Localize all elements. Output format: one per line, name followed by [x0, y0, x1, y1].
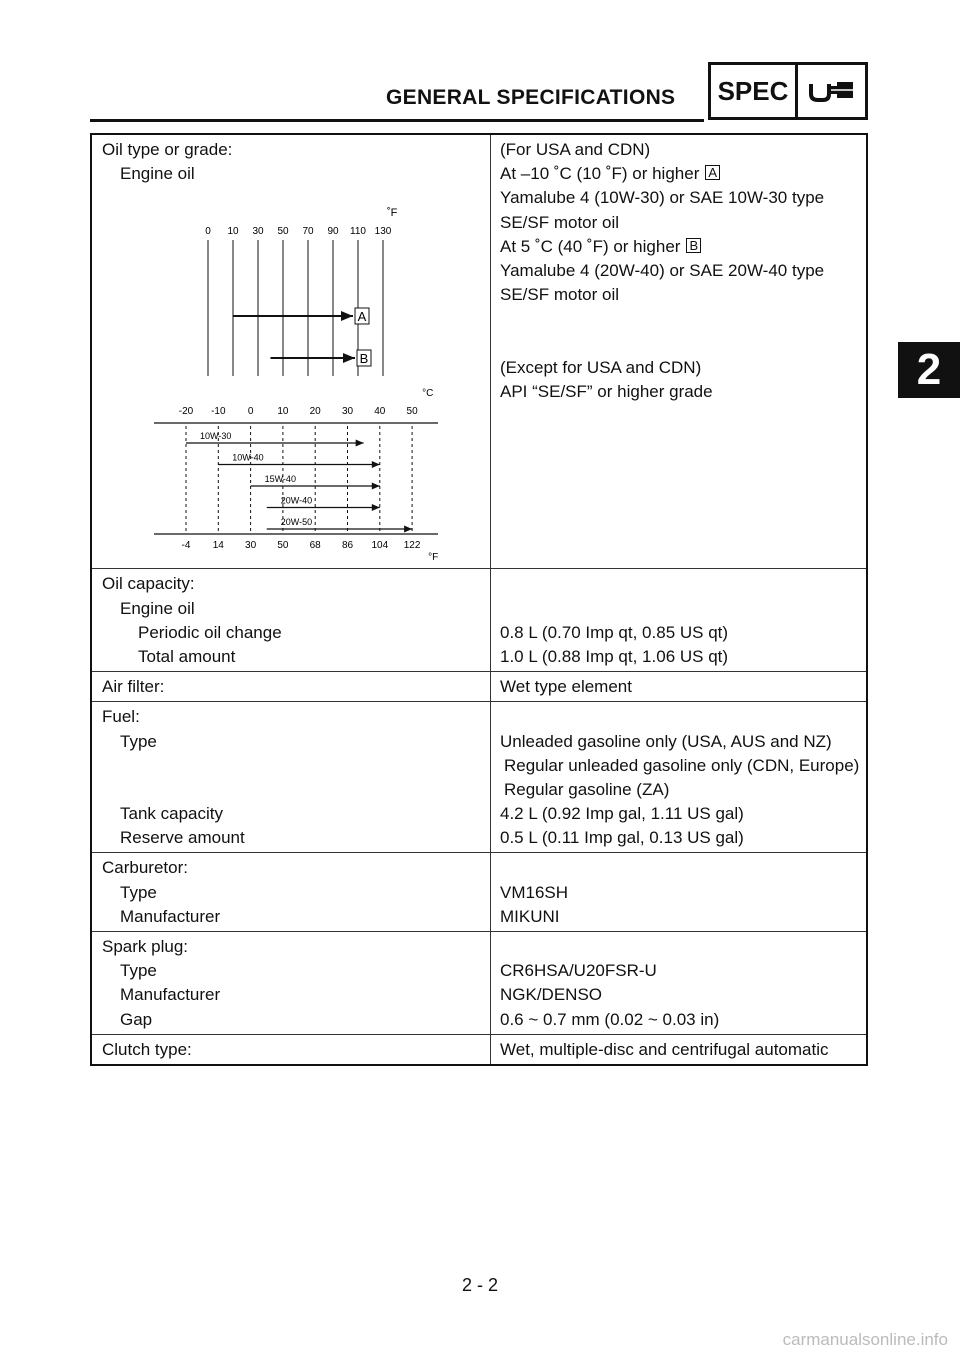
chart2-series-label: 20W-50: [280, 517, 313, 528]
plug-type-label: Type: [120, 961, 157, 981]
chart2-bottom-tick: 104: [371, 540, 389, 552]
oil-note-usa: (For USA and CDN): [500, 140, 651, 159]
row-carburetor: [91, 853, 867, 932]
chart1-top-tick: 0: [205, 226, 211, 238]
row-fuel: [91, 702, 867, 853]
wrench-icon: [798, 65, 865, 117]
chart1-top-tick: 10: [227, 226, 239, 238]
row-air-filter: [91, 672, 867, 702]
oil-viscosity-chart: [102, 376, 490, 566]
carb-type-value: VM16SH: [500, 882, 569, 902]
chart2-bottom-tick: 68: [309, 540, 321, 552]
chart2-bottom-tick: 30: [245, 540, 257, 552]
carb-mfr-label: Manufacturer: [120, 906, 221, 926]
air-filter-label: Air filter:: [102, 677, 165, 697]
chart2-top-tick: 20: [309, 406, 321, 418]
periodic-label: Periodic oil change: [138, 622, 282, 642]
chart1-arrowhead-A: [341, 311, 353, 321]
engine-oil-label: Engine oil: [120, 164, 195, 184]
chart2-top-tick: 30: [341, 406, 354, 418]
chart2-series-label: 20W-40: [280, 495, 313, 506]
chart2-top-unit: °C: [422, 388, 434, 400]
oil-note-except: (Except for USA and CDN): [500, 357, 702, 377]
chart2-arrowhead: [404, 526, 412, 533]
oil-grade-heading: Oil type or grade:: [102, 140, 233, 159]
chart1-top-tick: 90: [327, 226, 339, 238]
oil-note-temp-b: At 5 ˚C (40 ˚F) or higher B: [500, 235, 866, 259]
oil-note-api: API “SE/SF” or higher grade: [500, 381, 713, 401]
plug-type-value: CR6HSA/U20FSR-U: [500, 961, 657, 981]
spec-label: SPEC: [711, 65, 798, 117]
clutch-label: Clutch type:: [102, 1039, 192, 1059]
chart2-top-tick: 40: [374, 406, 386, 418]
oil-note-se-sf-a: SE/SF motor oil: [500, 212, 620, 232]
reserve-label: Reserve amount: [120, 828, 245, 848]
chart1-top-tick: 70: [302, 226, 314, 238]
oil-note-se-sf-b: SE/SF motor oil: [500, 285, 620, 305]
header-rule: [90, 119, 704, 122]
chart1-top-tick: 50: [277, 226, 289, 238]
chart2-top-tick: 0: [247, 406, 254, 418]
chart2-series-label: 10W-40: [232, 452, 264, 463]
chart2-bottom-tick: 122: [403, 540, 421, 552]
total-value: 1.0 L (0.88 Imp qt, 1.06 US qt): [500, 646, 729, 666]
spark-plug-heading: Spark plug:: [102, 937, 188, 956]
fuel-type-label: Type: [120, 731, 157, 751]
chart2-bottom-tick: 14: [212, 540, 224, 552]
marker-b: B: [686, 238, 701, 253]
chart2-arrowhead: [372, 461, 380, 468]
chart2-bottom-unit: °F: [428, 552, 439, 564]
page-number: 2 - 2: [461, 1275, 499, 1295]
chart2-top-tick: -10: [211, 406, 226, 418]
tank-value: 4.2 L (0.92 Imp gal, 1.11 US gal): [500, 804, 744, 824]
plug-mfr-label: Manufacturer: [120, 985, 221, 1005]
oil-note-grade-b: Yamalube 4 (20W-40) or SAE 20W-40 type: [500, 260, 825, 280]
chart2-bottom-tick: 50: [277, 540, 289, 552]
chart2-series-label: 10W-30: [200, 431, 232, 442]
plug-mfr-value: NGK/DENSO: [500, 985, 603, 1005]
capacity-heading: Oil capacity:: [102, 574, 195, 594]
spec-badge: [708, 62, 868, 120]
row-oil-capacity: [91, 569, 867, 672]
chart1-arrowhead-B: [343, 353, 355, 363]
chart2-top-tick: -20: [178, 406, 194, 418]
fuel-type-value-za: Regular gasoline (ZA): [504, 779, 670, 799]
fuel-heading: Fuel:: [102, 707, 140, 727]
chart2-bottom-tick: -4: [181, 540, 191, 552]
chart2-arrowhead: [356, 440, 364, 447]
chart2-arrowhead: [372, 483, 380, 490]
capacity-engine-oil: Engine oil: [120, 598, 195, 618]
spec-table: [90, 133, 868, 1066]
oil-note-temp-a: At –10 ˚C (10 ˚F) or higher A: [500, 162, 866, 186]
fuel-type-value-usa: Unleaded gasoline only (USA, AUS and NZ): [500, 731, 832, 751]
chart1-top-tick: 110: [350, 226, 366, 238]
chart1-top-tick: 130: [374, 226, 392, 238]
watermark: carmanualsonline.info: [782, 1330, 948, 1349]
oil-charts: [102, 186, 490, 566]
page-header-title: GENERAL SPECIFICATIONS: [386, 86, 676, 109]
chart2-top-tick: 50: [406, 406, 418, 418]
periodic-value: 0.8 L (0.70 Imp qt, 0.85 US qt): [500, 622, 729, 642]
total-label: Total amount: [138, 646, 236, 666]
carburetor-heading: Carburetor:: [102, 858, 188, 878]
row-spark-plug: [91, 932, 867, 1035]
carb-mfr-value: MIKUNI: [500, 906, 560, 926]
oil-note-grade-a: Yamalube 4 (10W-30) or SAE 10W-30 type: [500, 188, 825, 208]
fuel-type-value-cdn: Regular unleaded gasoline only (CDN, Europe): [504, 755, 860, 775]
chapter-tab: 2: [898, 342, 960, 398]
clutch-value: Wet, multiple-disc and centrifugal automatic: [500, 1039, 829, 1059]
air-filter-value: Wet type element: [500, 677, 632, 697]
chart1-label-A: A: [357, 309, 367, 325]
chart2-bottom-tick: 86: [341, 540, 354, 552]
chart1-top-unit: ˚F: [387, 207, 398, 220]
row-oil-grade: [91, 134, 867, 569]
marker-a: A: [705, 165, 720, 180]
row-clutch: [91, 1034, 867, 1065]
carb-type-label: Type: [120, 882, 157, 902]
chart2-top-tick: 10: [277, 406, 289, 418]
chart2-series-label: 15W-40: [264, 474, 296, 485]
plug-gap-label: Gap: [120, 1009, 153, 1029]
oil-temp-chart-usa: [102, 186, 490, 376]
chart1-top-tick: 30: [252, 226, 264, 238]
chart1-label-B: B: [359, 351, 369, 367]
reserve-value: 0.5 L (0.11 Imp gal, 0.13 US gal): [500, 828, 744, 848]
chart2-arrowhead: [372, 504, 380, 511]
tank-label: Tank capacity: [120, 804, 223, 824]
plug-gap-value: 0.6 ~ 0.7 mm (0.02 ~ 0.03 in): [500, 1009, 720, 1029]
